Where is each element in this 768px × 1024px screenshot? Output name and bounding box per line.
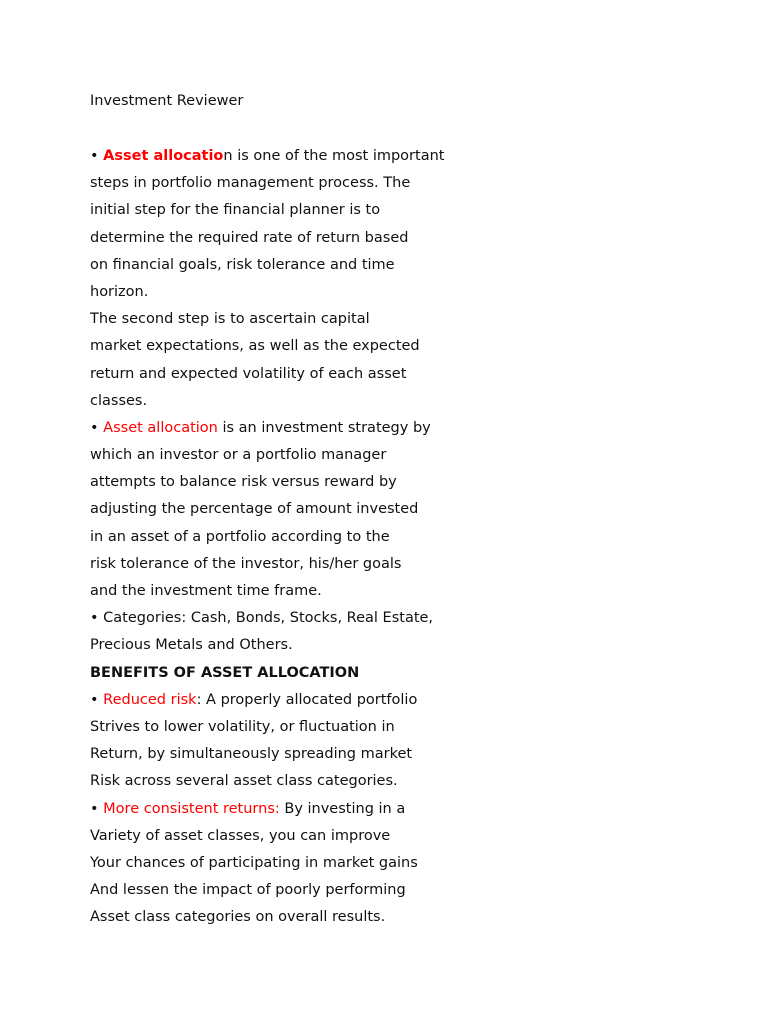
text-line [90,255,444,282]
text-line [90,527,444,554]
text-line [90,200,444,227]
text-line [90,663,444,690]
text-run: return and expected volatility of each asset [90,365,407,382]
highlighted-term: Asset allocation [103,419,218,436]
text-line [90,364,444,391]
section-heading: BENEFITS OF ASSET ALLOCATION [90,664,360,681]
text-line [90,228,444,255]
document-title: Investment Reviewer [90,93,244,109]
text-run: By investing in a [279,800,406,817]
text-run: classes. [90,392,148,409]
highlighted-term: Asset allocatio [103,148,224,164]
text-run: horizon. [90,283,149,300]
text-line [90,499,444,526]
text-line [90,173,444,200]
text-run: • [90,148,104,164]
text-line [90,771,444,798]
text-line [90,635,444,662]
text-run: Strives to lower volatility, or fluctuation in [90,718,395,735]
text-run: : A properly allocated portfolio [196,691,418,708]
text-run: The second step is to ascertain capital [90,311,370,328]
text-run: • [90,419,104,436]
text-line [90,282,444,309]
text-line [90,445,444,472]
text-line [90,717,444,744]
text-run: risk tolerance of the investor, his/her goals [90,555,402,572]
text-line [90,391,444,418]
highlighted-term: Reduced risk [103,691,197,708]
highlighted-term: More consistent returns: [103,800,280,817]
text-run: n is one of the most important [223,148,445,164]
text-run: Variety of asset classes, you can improve [90,827,391,844]
text-run: Precious Metals and Others. [90,637,293,654]
text-run: And lessen the impact of poorly performing [90,882,406,899]
text-line [90,336,444,363]
text-run: adjusting the percentage of amount invested [90,501,419,518]
text-line [90,853,444,880]
text-line [90,608,444,635]
text-line [90,146,444,173]
text-run: determine the required rate of return based [90,229,409,246]
text-line [90,907,444,934]
text-line [90,309,444,336]
text-run: Your chances of participating in market gains [90,854,418,871]
text-line [90,880,444,907]
text-run: market expectations, as well as the expected [90,338,420,355]
text-line [90,418,444,445]
text-run: Asset class categories on overall results. [90,909,386,926]
document-body [90,146,444,934]
text-line [90,472,444,499]
text-line [90,799,444,826]
text-run: Risk across several asset class categories. [90,773,398,790]
text-run: attempts to balance risk versus reward by [90,474,397,491]
text-run: Return, by simultaneously spreading market [90,746,413,763]
text-run: which an investor or a portfolio manager [90,447,387,464]
text-line [90,826,444,853]
text-run: • [90,800,104,817]
text-run: • [90,691,104,708]
text-line [90,744,444,771]
text-run: is an investment strategy by [217,419,431,436]
text-run: and the investment time frame. [90,583,322,599]
text-line [90,690,444,717]
text-run: on financial goals, risk tolerance and time [90,256,395,273]
text-run: initial step for the financial planner is to [90,202,381,219]
text-run: steps in portfolio management process. The [90,175,411,192]
text-run: in an asset of a portfolio according to the [90,528,390,545]
text-run: • Categories: Cash, Bonds, Stocks, Real Estate, [90,610,434,627]
text-line [90,554,444,581]
text-line [90,581,444,608]
